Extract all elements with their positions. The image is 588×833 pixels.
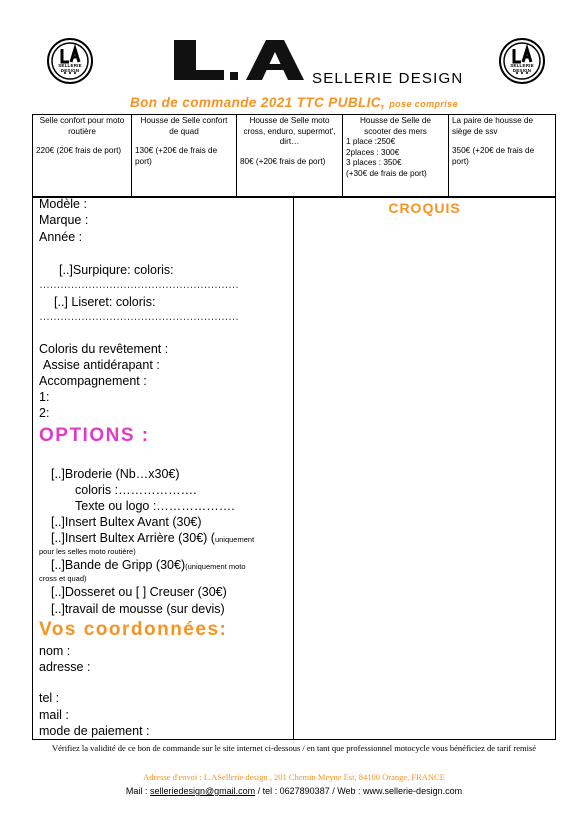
option-bande-gripp-label: [..]Bande de Gripp (30€) <box>51 558 186 572</box>
logo-badge-right-icon <box>501 40 543 82</box>
field-tel[interactable]: tel : <box>39 691 60 705</box>
title-suffix: pose comprise <box>389 99 458 109</box>
price-cell-quad <box>132 115 237 198</box>
option-insert-arriere-note-2: pour les selles moto routière) <box>39 547 136 556</box>
product-price: 130€ (+20€ de frais de port) <box>135 146 218 166</box>
field-accompagnement[interactable]: Accompagnement : <box>39 374 147 388</box>
price-table <box>32 114 556 198</box>
field-adresse[interactable]: adresse : <box>39 660 91 674</box>
field-texte-logo[interactable]: Texte ou logo :………………. <box>75 499 235 513</box>
brand-logo <box>172 38 308 87</box>
product-price: 80€ (+20€ frais de port) <box>240 156 326 166</box>
logo-badge-right-text: SELLERIE DESIGN <box>510 63 534 73</box>
brand-name: SELLERIE DESIGN <box>312 70 464 87</box>
logo-badge-left-icon <box>49 40 91 82</box>
product-price: 220€ (20€ frais de port) <box>36 146 122 155</box>
dotted-line: ………………………………………………… <box>39 311 239 323</box>
option-bande-gripp[interactable] <box>51 558 246 572</box>
field-annee[interactable]: Année : <box>39 230 83 244</box>
title-main: Bon de commande 2021 TTC PUBLIC, <box>130 95 386 110</box>
product-price-line: (+30€ de frais de port) <box>346 168 427 178</box>
product-price: 350€ (+20€ de frais de port) <box>452 146 535 166</box>
order-form-box <box>32 196 294 740</box>
option-travail-mousse[interactable]: [..]travail de mousse (sur devis) <box>51 602 225 616</box>
footer-mail-link[interactable]: selleriedesign@gmail.com <box>149 786 256 796</box>
field-accompagnement-2[interactable]: 2: <box>39 406 50 420</box>
product-name: Housse de Selle confort de quad <box>140 116 228 136</box>
field-coloris-revetement[interactable]: Coloris du revêtement : <box>39 342 169 356</box>
product-price-line: 1 place :250€ <box>346 137 396 146</box>
field-mail[interactable]: mail : <box>39 708 69 722</box>
option-insert-avant[interactable]: [..]Insert Bultex Avant (30€) <box>51 515 202 529</box>
option-broderie[interactable]: [..]Broderie (Nb…x30€) <box>51 467 180 481</box>
option-insert-arriere-label: [..]Insert Bultex Arrière (30€) ( <box>51 531 215 545</box>
croquis-heading: CROQUIS <box>388 200 461 216</box>
product-name: Housse de Selle de scooter des mers <box>359 116 431 136</box>
footer-tel-web: / tel : 0627890387 / Web : www.sellerie-design.com <box>257 786 463 796</box>
field-modele[interactable]: Modèle : <box>39 197 87 211</box>
footer-address: Adresse d'envoi : L.ASellerie design , 201 Chemin Meyne Est, 84100 Orange, FRANCE <box>143 772 445 782</box>
footer-notice: Vérifiez la validité de ce bon de commande sur le site internet ci-dessous / en tant que professionnel motocycle vous bénéficiez de tarif remisé <box>51 743 537 753</box>
dotted-line: ………………………………………………… <box>39 279 239 291</box>
logo-badge-left <box>47 38 93 84</box>
product-price-line: 2places : 300€ <box>346 147 400 157</box>
option-bande-gripp-note: (uniquement moto <box>185 562 246 571</box>
brand-logo-letters <box>172 38 308 82</box>
field-marque[interactable]: Marque : <box>39 213 89 227</box>
price-cell-selle-routiere <box>33 115 132 198</box>
footer-mail-label: Mail : <box>125 786 148 796</box>
croquis-box[interactable] <box>293 196 556 740</box>
product-name: Housse de Selle moto cross, enduro, supermot', dirt… <box>243 116 336 146</box>
option-surpiqure[interactable]: [..]Surpiqure: coloris: <box>59 263 174 277</box>
logo-badge-right <box>499 38 545 84</box>
product-price-line: 3 places : 350€ <box>346 158 402 167</box>
option-insert-arriere-note: uniquement <box>214 535 255 544</box>
options-heading: OPTIONS : <box>39 425 150 446</box>
price-row <box>33 115 556 198</box>
product-name: Selle confort pour moto routière <box>39 116 125 136</box>
price-cell-cross <box>237 115 343 198</box>
price-cell-ssv <box>449 115 556 198</box>
price-cell-scooter <box>343 115 449 198</box>
field-broderie-coloris[interactable]: coloris :………………. <box>75 483 197 497</box>
option-dosseret[interactable]: [..]Dosseret ou [ ] Creuser (30€) <box>51 585 227 599</box>
field-assise[interactable]: Assise antidérapant : <box>43 358 160 372</box>
field-accompagnement-1[interactable]: 1: <box>39 390 50 404</box>
option-insert-arriere[interactable] <box>51 531 254 545</box>
field-nom[interactable]: nom : <box>39 644 71 658</box>
product-name: La paire de housse de siège de ssv <box>452 116 534 136</box>
option-bande-gripp-note-2: cross et quad) <box>39 574 87 583</box>
option-liseret[interactable]: [..] Liseret: coloris: <box>54 295 156 309</box>
coordonnees-heading: Vos coordonnées: <box>39 619 228 640</box>
page-title <box>0 95 588 110</box>
field-mode-paiement[interactable]: mode de paiement : <box>39 724 150 738</box>
footer-contact <box>0 786 588 796</box>
logo-badge-left-text: SELLERIE DESIGN <box>58 63 82 73</box>
